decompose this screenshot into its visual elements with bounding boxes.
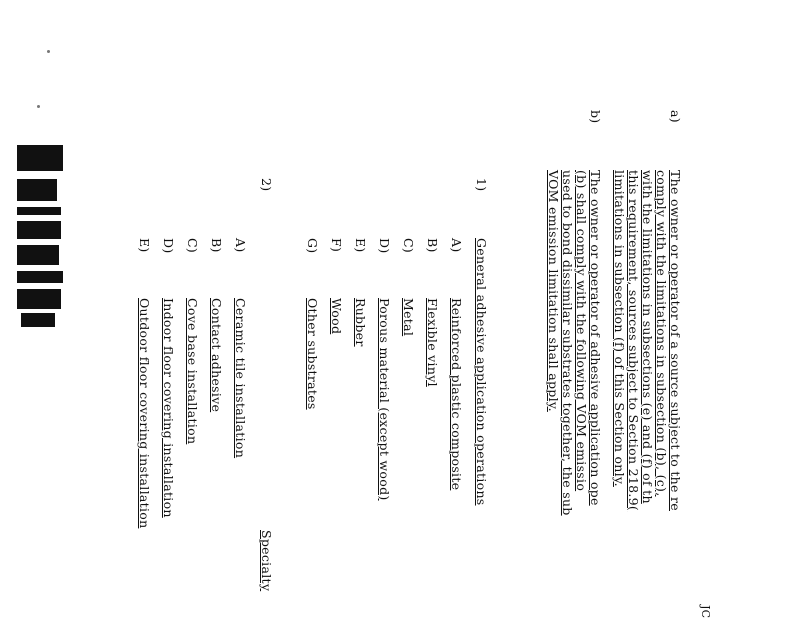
subitem-label: Contact adhesive xyxy=(209,298,224,413)
category-title: Specialty xyxy=(259,530,274,592)
subitem-letter: F) xyxy=(329,238,344,253)
subitem-letter: D) xyxy=(377,238,392,254)
item-a-line: The owner or operator of a source subject to the re xyxy=(668,170,683,511)
item-a-line: with the limitations in subsections (e) and (f) of th xyxy=(640,170,655,504)
subitem-label: Rubber xyxy=(353,298,368,347)
subitem-label: Ceramic tile installation xyxy=(233,298,248,459)
item-a-marker: a) xyxy=(668,110,683,123)
subitem-label: Wood xyxy=(329,298,344,335)
subitem-label: Indoor floor covering installation xyxy=(161,298,176,518)
subitem-label: Flexible vinyl xyxy=(425,298,440,387)
item-b-line: VOM emission limitation shall apply. xyxy=(546,170,561,412)
subitem-label: Cove base installation xyxy=(185,298,200,445)
subitem-letter: B) xyxy=(209,238,224,253)
subitem-label: Porous material (except wood) xyxy=(377,298,392,501)
item-a-line: comply with the limitations in subsection (b), (c), xyxy=(654,170,669,497)
subitem-letter: G) xyxy=(305,238,320,254)
subitem-letter: C) xyxy=(185,238,200,254)
item-b-line: (b) shall comply with the following VOM emissio xyxy=(574,170,589,492)
category-title: General adhesive application operations xyxy=(474,238,489,506)
item-b-marker: b) xyxy=(588,110,603,124)
subitem-label: Outdoor floor covering installation xyxy=(137,298,152,529)
category-number: 1) xyxy=(474,178,489,192)
item-b-line: The owner or operator of adhesive application ope xyxy=(588,170,603,506)
header-code: JC xyxy=(699,605,712,618)
subitem-label: Other substrates xyxy=(305,298,320,410)
subitem-letter: B) xyxy=(425,238,440,253)
item-a-line: this requirement, sources subject to Section 218.9( xyxy=(626,170,641,512)
subitem-letter: D) xyxy=(161,238,176,254)
subitem-letter: E) xyxy=(137,238,152,253)
scan-speck xyxy=(47,50,50,53)
subitem-label: Reinforced plastic composite xyxy=(449,298,464,491)
subitem-label: Metal xyxy=(401,298,416,337)
subitem-letter: A) xyxy=(449,238,464,253)
category-number: 2) xyxy=(259,178,274,192)
item-a-line: limitations in subsection (f) of this Section only. xyxy=(612,170,627,487)
subitem-letter: C) xyxy=(401,238,416,254)
subitem-letter: E) xyxy=(353,238,368,253)
scan-speck xyxy=(37,105,40,108)
subitem-letter: A) xyxy=(233,238,248,253)
scan-barcode-icon xyxy=(15,145,65,330)
item-b-line: used to bond dissimilar substrates together, the sub xyxy=(560,170,575,516)
